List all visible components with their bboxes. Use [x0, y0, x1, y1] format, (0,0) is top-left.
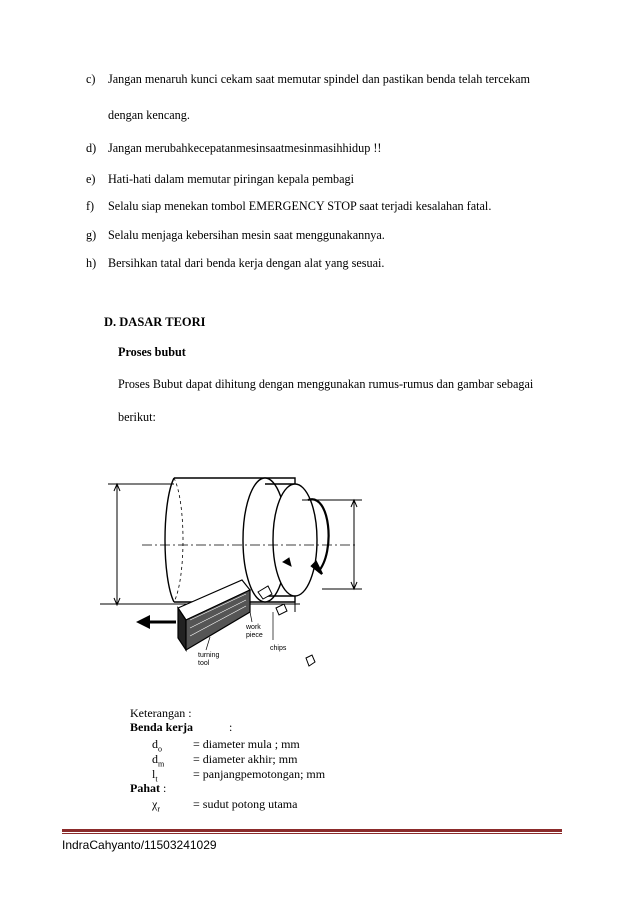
turning-process-figure [90, 462, 380, 690]
list-text: Selalu siap menekan tombol EMERGENCY STOP saat terjadi kesalahan fatal. [108, 199, 492, 213]
list-item-e [86, 172, 354, 187]
pahat-row [130, 781, 166, 796]
work-piece-label: work [246, 624, 261, 631]
list-marker: g) [86, 228, 97, 242]
desc-dm: = diameter akhir; mm [193, 752, 298, 766]
subheading: Proses bubut [118, 345, 186, 359]
symbol-chi-r [152, 797, 160, 813]
symbol-subscript: t [155, 774, 158, 784]
list-text: Jangan merubahkecepatanmesinsaatmesinmasihhidup !! [108, 141, 382, 155]
symbol-subscript: r [157, 804, 160, 814]
footer-rule-thin [62, 833, 562, 834]
list-marker: f) [86, 199, 95, 213]
symbol-letter: χ [152, 797, 158, 811]
list-text: Hati-hati dalam memutar piringan kepala pembagi [108, 172, 355, 186]
list-text: Jangan menaruh kunci cekam saat memutar spindel dan pastikan benda telah tercekam [108, 72, 530, 86]
list-marker: c) [86, 72, 96, 86]
list-marker: d) [86, 141, 97, 155]
list-marker: h) [86, 256, 97, 270]
list-item-f [86, 199, 491, 214]
work-piece-small-cylinder [243, 478, 317, 602]
symbol-subscript: m [158, 759, 165, 769]
symbol-letter: d [152, 737, 158, 751]
footer-author: IndraCahyanto/11503241029 [62, 838, 217, 852]
list-text: Selalu menjaga kebersihan mesin saat menggunakannya. [108, 228, 385, 242]
pahat-label: Pahat [130, 781, 160, 795]
symbol-do [152, 737, 162, 753]
chips-label: chips [270, 645, 287, 652]
list-item-g [86, 228, 385, 243]
list-item-d [86, 141, 381, 156]
symbol-letter: l [152, 767, 156, 781]
turning-tool-label: turning [198, 652, 220, 659]
desc-lt: = panjangpemotongan; mm [193, 767, 326, 781]
symbol-letter: d [152, 752, 158, 766]
list-item-c [86, 72, 530, 87]
section-heading: D. DASAR TEORI [104, 315, 206, 329]
list-marker: e) [86, 172, 96, 186]
pahat-colon: : [160, 781, 167, 795]
benda-kerja-colon: : [229, 720, 233, 734]
work-piece-label: piece [246, 632, 263, 639]
paragraph-line-2: berikut: [118, 410, 156, 424]
paragraph-line-1: Proses Bubut dapat dihitung dengan menggunakan rumus-rumus dan gambar sebagai [118, 377, 534, 391]
footer-rule-thick [62, 829, 562, 832]
benda-kerja-label: Benda kerja [130, 720, 193, 734]
keterangan-title: Keterangan : [130, 706, 192, 720]
benda-kerja-row [130, 720, 232, 735]
desc-do: = diameter mula ; mm [193, 737, 300, 751]
list-text: Bersihkan tatal dari benda kerja dengan alat yang sesuai. [108, 256, 385, 270]
desc-chi-r: = sudut potong utama [193, 797, 298, 811]
symbol-subscript: o [158, 744, 162, 754]
turning-tool-label: tool [198, 660, 210, 667]
list-item-h [86, 256, 384, 271]
list-item-c-continuation: dengan kencang. [108, 108, 190, 122]
symbol-dm [152, 752, 164, 768]
